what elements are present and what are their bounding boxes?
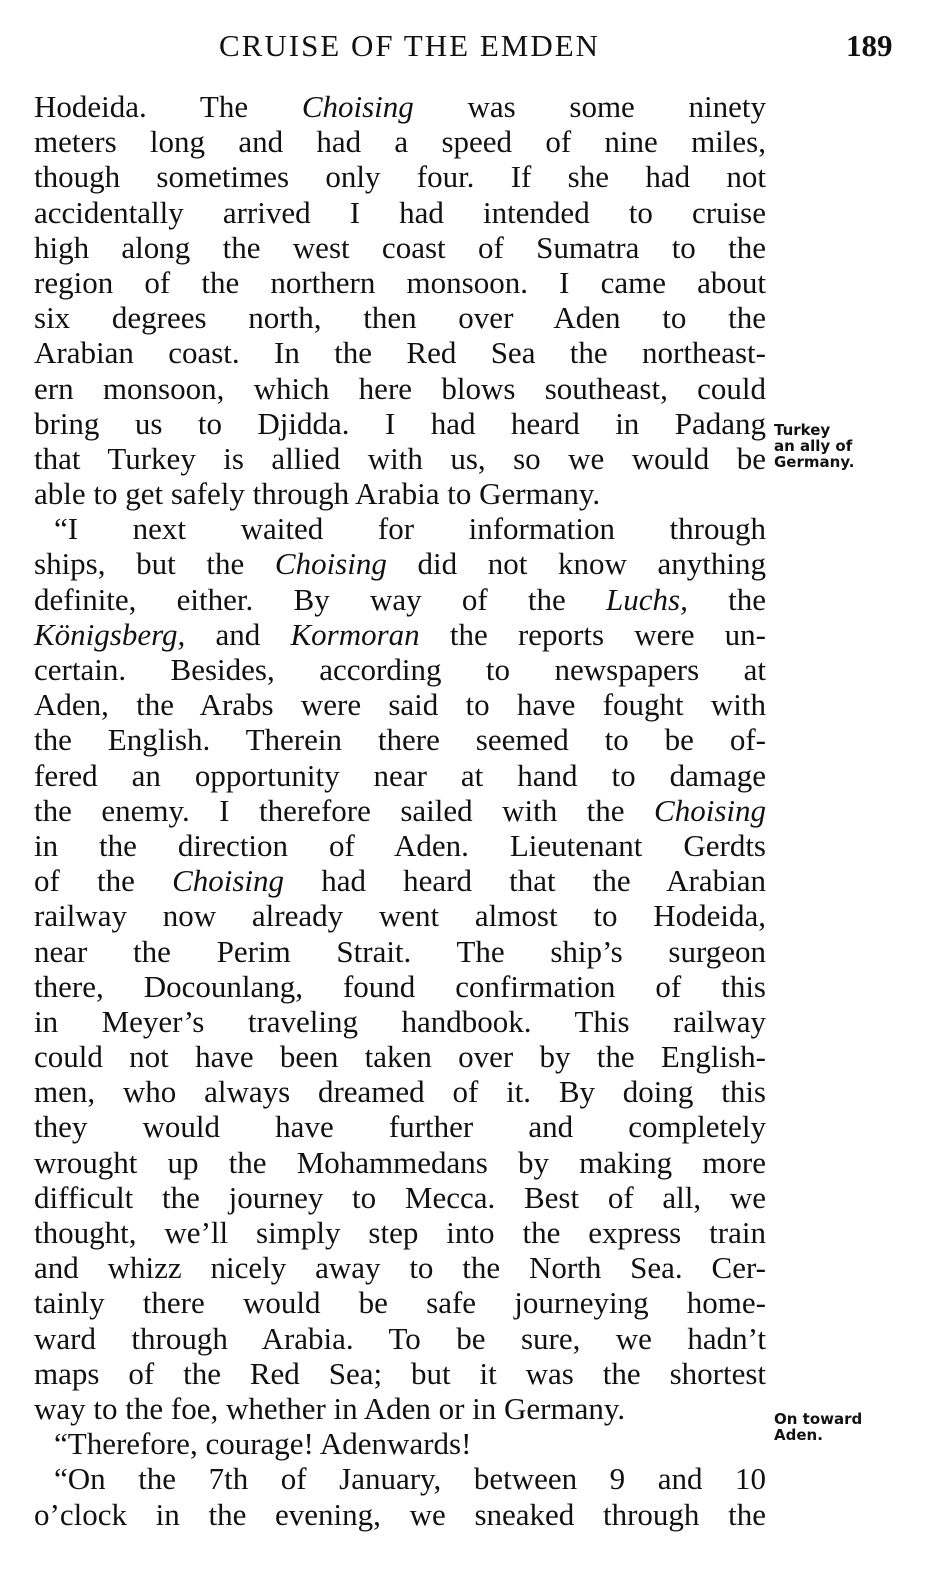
- text-line: [34, 1391, 766, 1426]
- sidenote-line: Turkey: [774, 421, 831, 439]
- text-segment: in the direction of Aden. Lieutenant Gerdts: [34, 827, 766, 863]
- text-segment: way to the foe, whether in Aden or in Germany.: [34, 1390, 626, 1426]
- text-segment: able to get safely through Arabia to Germany.: [34, 476, 601, 512]
- text-segment: “On the 7th of January, between 9 and 10: [54, 1461, 766, 1497]
- running-head: [0, 22, 950, 72]
- text-line: [34, 722, 766, 757]
- text-segment: Aden, the Arabs were said to have fought with: [34, 687, 766, 723]
- text-line: [34, 406, 766, 441]
- text-line: [34, 335, 766, 370]
- text-line: [34, 1497, 766, 1532]
- text-line: [34, 300, 766, 335]
- text-line: [34, 652, 766, 687]
- text-line: [34, 1250, 766, 1285]
- text-line: [34, 230, 766, 265]
- text-segment: maps of the Red Sea; but it was the shortest: [34, 1355, 766, 1391]
- text-segment: that Turkey is allied with us, so we would be: [34, 440, 766, 476]
- text-line: [34, 1285, 766, 1320]
- text-line: [34, 1461, 766, 1496]
- text-segment: in Meyer’s traveling handbook. This railway: [34, 1003, 766, 1039]
- italic-text: Luchs,: [606, 581, 688, 617]
- text-line: [34, 1321, 766, 1356]
- sidenote-line: On toward: [774, 1410, 863, 1428]
- text-segment: o’clock in the evening, we sneaked through the: [34, 1496, 766, 1532]
- text-line: [34, 828, 766, 863]
- text-segment: ships, but the: [34, 546, 275, 582]
- text-line: [34, 793, 766, 828]
- text-segment: high along the west coast of Sumatra to the: [34, 229, 766, 265]
- italic-text: Choising: [301, 89, 414, 124]
- text-line: [34, 124, 766, 159]
- text-line: [34, 265, 766, 300]
- text-line: [34, 758, 766, 793]
- text-line: [34, 1004, 766, 1039]
- italic-text: Kormoran: [290, 616, 420, 652]
- text-line: [34, 546, 766, 581]
- text-segment: six degrees north, then over Aden to the: [34, 300, 766, 336]
- text-line: [34, 195, 766, 230]
- body-text: [34, 89, 766, 1532]
- text-line: [34, 1109, 766, 1144]
- text-segment: the reports were un-: [419, 616, 766, 652]
- text-segment: railway now already went almost to Hodeida,: [34, 898, 766, 934]
- text-segment: was some ninety: [413, 89, 767, 124]
- text-line: [34, 1356, 766, 1391]
- text-line: [34, 511, 766, 546]
- text-segment: bring us to Djidda. I had heard in Padang: [34, 405, 766, 441]
- text-line: [34, 617, 766, 652]
- text-segment: Hodeida. The: [34, 89, 302, 124]
- text-line: [34, 89, 766, 124]
- italic-text: Choising: [172, 863, 285, 899]
- text-segment: did not know anything: [386, 546, 766, 582]
- text-segment: thought, we’ll simply step into the express train: [34, 1215, 766, 1250]
- text-line: [34, 159, 766, 194]
- text-segment: definite, either. By way of the: [34, 581, 607, 617]
- text-segment: the English. Therein there seemed to be of-: [34, 722, 766, 758]
- text-line: [34, 441, 766, 476]
- text-line: [34, 863, 766, 898]
- text-line: [34, 969, 766, 1004]
- text-segment: and: [185, 616, 291, 652]
- italic-text: Choising: [274, 546, 387, 582]
- text-segment: ward through Arabia. To be sure, we hadn’t: [34, 1320, 766, 1356]
- text-segment: certain. Besides, according to newspapers at: [34, 652, 766, 687]
- text-segment: difficult the journey to Mecca. Best of all, we: [34, 1179, 766, 1215]
- text-segment: though sometimes only four. If she had not: [34, 159, 766, 195]
- text-segment: could not have been taken over by the English-: [34, 1039, 766, 1075]
- text-line: [34, 898, 766, 933]
- sidenote-line: Germany.: [774, 453, 855, 471]
- sidenote-line: an ally of: [774, 437, 853, 455]
- text-line: [34, 582, 766, 617]
- text-segment: fered an opportunity near at hand to damage: [34, 757, 766, 793]
- sidenote-line: Aden.: [774, 1426, 823, 1444]
- text-line: [34, 1074, 766, 1109]
- text-segment: meters long and had a speed of nine miles,: [34, 124, 766, 160]
- text-segment: region of the northern monsoon. I came about: [34, 264, 766, 300]
- page-number: 189: [846, 28, 893, 63]
- text-segment: tainly there would be safe journeying home-: [34, 1285, 766, 1321]
- italic-text: Königsberg,: [34, 616, 186, 652]
- text-segment: ern monsoon, which here blows southeast, could: [34, 370, 766, 406]
- text-line: [34, 371, 766, 406]
- text-segment: they would have further and completely: [34, 1109, 766, 1145]
- text-line: [34, 1426, 766, 1461]
- text-segment: the: [687, 581, 766, 617]
- text-line: [34, 1039, 766, 1074]
- text-line: [34, 687, 766, 722]
- text-segment: wrought up the Mohammedans by making more: [34, 1144, 766, 1180]
- text-segment: “I next waited for information through: [54, 511, 766, 547]
- text-segment: near the Perim Strait. The ship’s surgeon: [34, 933, 766, 969]
- running-title: CRUISE OF THE EMDEN: [219, 28, 601, 63]
- text-segment: had heard that the Arabian: [284, 863, 767, 899]
- text-line: [34, 1215, 766, 1250]
- sidenote-toward-aden: [774, 1411, 862, 1443]
- text-segment: there, Docounlang, found confirmation of this: [34, 968, 766, 1004]
- italic-text: Choising: [654, 792, 766, 828]
- text-line: [34, 934, 766, 969]
- text-segment: the enemy. I therefore sailed with the: [34, 792, 655, 828]
- text-line: [34, 476, 766, 511]
- text-line: [34, 1180, 766, 1215]
- text-segment: of the: [34, 863, 173, 899]
- text-segment: Arabian coast. In the Red Sea the northeast-: [34, 335, 766, 371]
- text-segment: accidentally arrived I had intended to cruise: [34, 194, 766, 230]
- sidenote-turkey-ally: [774, 422, 854, 470]
- text-segment: and whizz nicely away to the North Sea. Cer-: [34, 1250, 766, 1286]
- text-line: [34, 1145, 766, 1180]
- text-segment: men, who always dreamed of it. By doing this: [34, 1074, 766, 1110]
- text-segment: “Therefore, courage! Adenwards!: [54, 1426, 472, 1462]
